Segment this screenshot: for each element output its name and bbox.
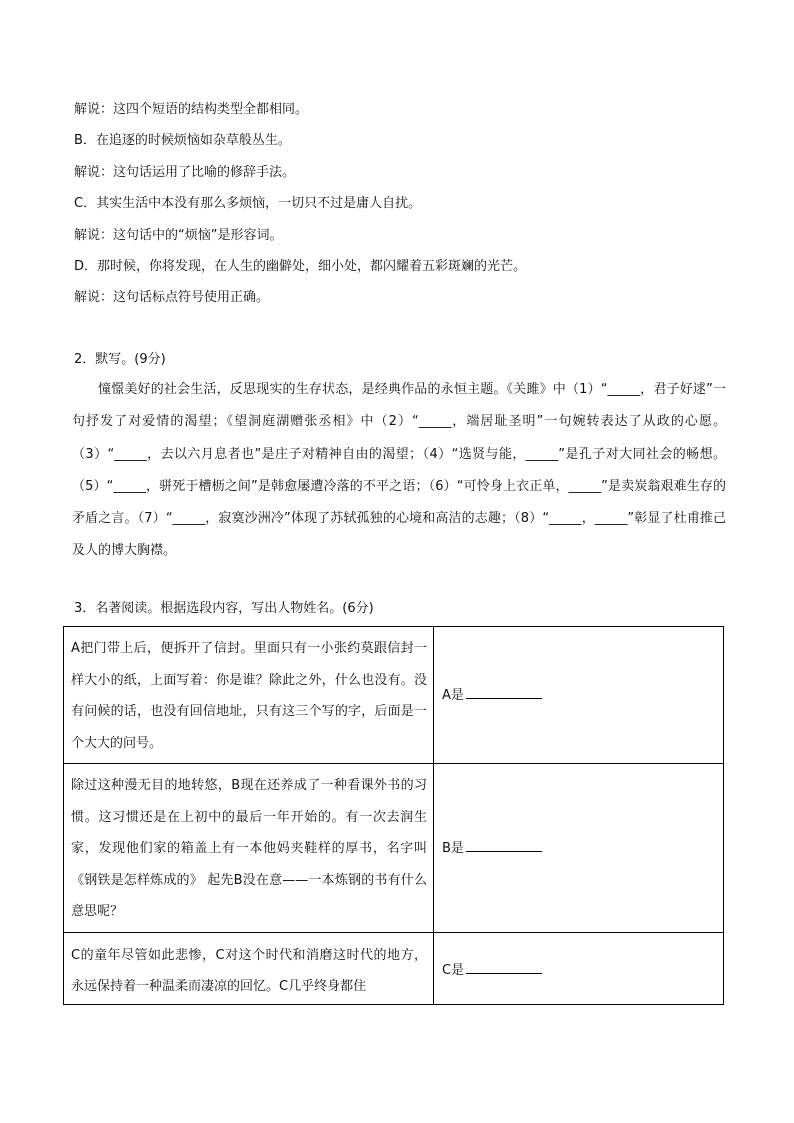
q3-answer-label-a: A是 [442, 688, 464, 704]
q3-answer-label-c: C是 [442, 963, 465, 979]
answer-blank-a[interactable] [466, 686, 542, 699]
q2-heading: 2．默写。(9分) [74, 352, 166, 367]
q3-passage-c: C的童年尽管如此悲惨，C对这个时代和消磨这时代的地方，永远保持着一种温柔而凄凉的回忆。C几乎终身都住 [64, 932, 434, 1004]
table-row [64, 764, 724, 933]
q1-option-d: D．那时候，你将发现，在人生的幽僻处，细小处，都闪耀着五彩斑斓的光芒。 [74, 259, 527, 274]
q1-option-b: B．在追逐的时候烦恼如杂草般丛生。 [74, 133, 291, 148]
q3-passage-a: A把门带上后，便拆开了信封。里面只有一小张约莫跟信封一样大小的纸，上面写着：你是谁？除此之外，什么也没有。没有问候的话，也没有回信地址，只有这三个写的字，后面是一个大大的问号。 [64, 627, 434, 764]
q3-passage-b: 除过这种漫无目的地转悠，B现在还养成了一种看课外书的习惯。这习惯还是在上初中的最后一年开始的。有一次去润生家，发现他们家的箱盖上有一本他妈夹鞋样的厚书，名字叫《钢铁是怎样炼成的》 起先B没在意——一本炼钢的书有什么意思呢？ [64, 764, 434, 933]
q1-explanation-d: 解说：这句话标点符号使用正确。 [74, 290, 270, 305]
q3-answer-label-b: B是 [442, 841, 464, 856]
table-row [64, 932, 724, 1004]
q1-explanation-a: 解说：这四个短语的结构类型全都相同。 [74, 102, 309, 117]
q3-answer-b [434, 764, 724, 933]
q2-body: 憧憬美好的社会生活，反思现实的生存状态，是经典作品的永恒主题。《关雎》中（1）“_____，君子好逑”一句抒发了对爱情的渴望；《望洞庭湖赠张丞相》中（2）“_____，端居耻圣明”一句婉转表达了从政的心愿。（3）“_____，去以六月息者也”是庄子对精神自由的渴望；（4）“选贤与能，_____”是孔子对大同社会的畅想。（5）“_____，骈死于槽枥之间”是韩愈屡遭冷落的不平之语；（6）“可怜身上衣正单，_____”是卖炭翁艰难生存的矛盾之言。（7）“_____，寂寞沙洲冷”体现了苏轼孤独的心境和高洁的志趣；（8）“_____，_____”彰显了杜甫推己及人的博大胸襟。 [72, 382, 726, 559]
q3-table [63, 626, 724, 1005]
table-row [64, 627, 724, 764]
q1-explanation-c: 解说：这句话中的“烦恼”是形容词。 [74, 228, 283, 243]
q3-heading: 3．名著阅读。根据选段内容，写出人物姓名。(6分) [74, 601, 374, 616]
answer-blank-c[interactable] [466, 961, 542, 974]
q1-option-c: C．其实生活中本没有那么多烦恼，一切只不过是庸人自扰。 [74, 196, 422, 211]
q1-explanation-b: 解说：这句话运用了比喻的修辞手法。 [74, 165, 296, 180]
q3-answer-a [434, 627, 724, 764]
q3-answer-c [434, 932, 724, 1004]
answer-blank-b[interactable] [466, 839, 542, 852]
